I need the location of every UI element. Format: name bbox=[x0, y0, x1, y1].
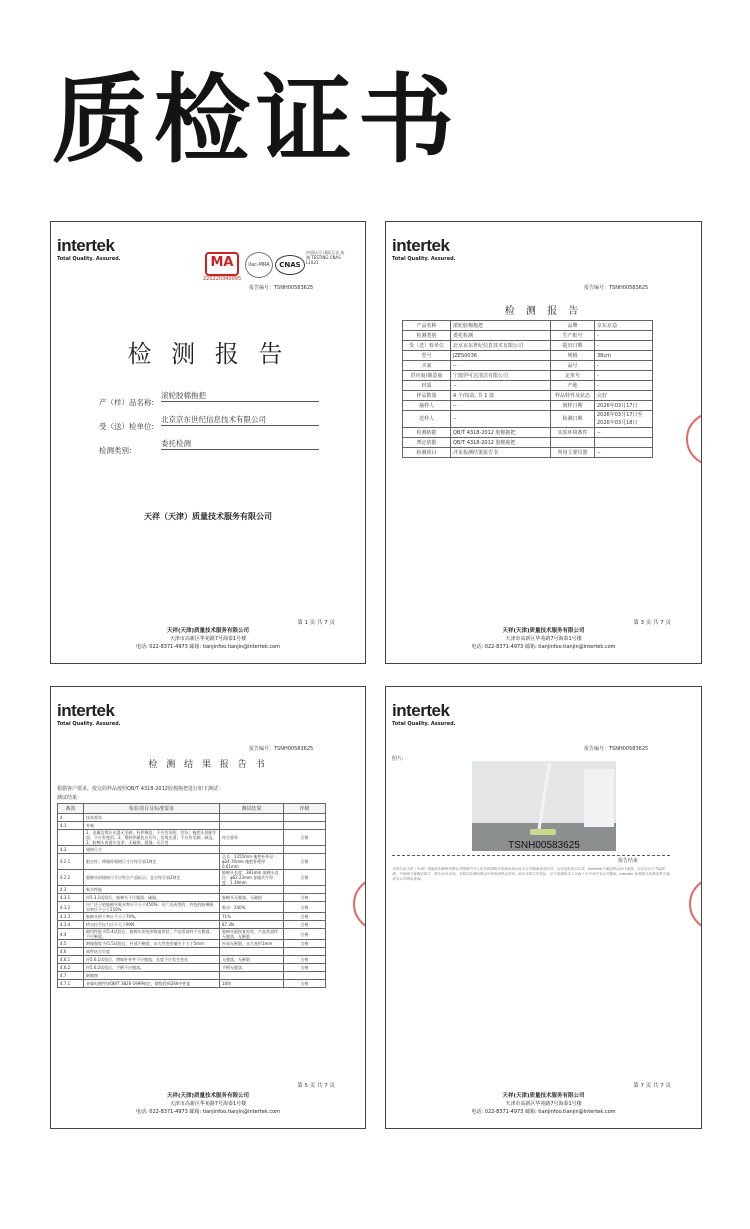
intro-text: 根据客户要求，按交的样品按照QB/T 4318-2012胶棉拖把进行如下测试： bbox=[57, 786, 223, 792]
footer-address: 天津市高新区华苑路7号海泰1号楼 bbox=[505, 636, 582, 642]
table-row bbox=[58, 956, 326, 964]
table-label-cell: 判定依据 bbox=[403, 438, 451, 448]
table-row bbox=[58, 902, 326, 913]
page-number: 第 3 页 共 7 页 bbox=[633, 620, 671, 626]
requirement-cell: 经5.6.2试验后，手柄不应脱落。 bbox=[84, 964, 220, 972]
result-cell: 胶棉头能恢复原状，产品零部件无脱落、无断裂 bbox=[220, 929, 284, 940]
table-row bbox=[58, 822, 326, 830]
table-label-cell: 检测日期 bbox=[551, 411, 595, 428]
table-value-cell: 北京京东世纪信息技术有限公司 bbox=[451, 341, 551, 351]
clause-cell: 4.6.2 bbox=[58, 964, 84, 972]
table-row bbox=[403, 401, 653, 411]
requirement-cell: 技术要求 bbox=[84, 814, 220, 822]
report-heading: 检 测 结 果 报 告 书 bbox=[148, 760, 268, 770]
grade-cell: 合格 bbox=[284, 870, 326, 886]
grade-cell: 合格 bbox=[284, 980, 326, 988]
table-value-cell bbox=[595, 438, 653, 448]
table-row bbox=[403, 438, 653, 448]
requirement-cell: 规格尺寸 bbox=[84, 846, 220, 854]
grade-cell bbox=[284, 972, 326, 980]
table-label-cell: 样品特性及状态 bbox=[551, 391, 595, 401]
requirement-cell: 胶棉头挤干率应不小于70%。 bbox=[84, 913, 220, 921]
clause-cell: 4.6.1 bbox=[58, 956, 84, 964]
result-cell bbox=[220, 846, 284, 854]
end-mark bbox=[392, 855, 670, 856]
grade-cell bbox=[284, 822, 326, 830]
field-value: 滚轮胶棉拖把 bbox=[161, 390, 319, 402]
table-row bbox=[58, 886, 326, 894]
table-label-cell: 受（送）检单位 bbox=[403, 341, 451, 351]
table-label-cell: 检测类别 bbox=[403, 331, 451, 341]
clause-cell: 4.4 bbox=[58, 929, 84, 940]
footer bbox=[386, 1092, 701, 1116]
requirement-cell: 吸水性能 bbox=[84, 886, 220, 894]
table-label-cell: 抽样人 bbox=[403, 401, 451, 411]
table-label-cell: 品牌 bbox=[551, 321, 595, 331]
report-number: 报告编号：TSNH00583625 bbox=[249, 746, 314, 752]
field-label: 受（送）检单位: bbox=[99, 422, 155, 431]
footer-address: 天津市高新区华苑路7号海泰1号楼 bbox=[169, 1101, 247, 1107]
grade-cell: 合格 bbox=[284, 940, 326, 948]
table-row bbox=[403, 371, 653, 381]
grade-cell: 合格 bbox=[284, 929, 326, 940]
table-row bbox=[403, 381, 653, 391]
table-label-cell: 规格 bbox=[551, 351, 595, 361]
table-value-cell: -- bbox=[451, 381, 551, 391]
page-number: 第 5 页 共 7 页 bbox=[297, 1083, 335, 1089]
table-row bbox=[58, 940, 326, 948]
footer-company: 天祥(天津)质量技术服务有限公司 bbox=[502, 628, 585, 634]
requirement-cell: 金属电镀件按QB/T 3826-1999规定，缓级得到24h中性盐 bbox=[84, 980, 220, 988]
ma-mark: MA bbox=[205, 252, 239, 276]
requirement-cell: 外观 bbox=[84, 822, 220, 830]
clause-cell: 4.5 bbox=[58, 940, 84, 948]
requirement-cell: 1、金属边缘应光滑无毛刺，杆件顺直，不应有划伤、凹坑；拖把头装配牢固，不应有变形。2、塑料件颜色应均匀，边缘光滑，不应有毛刺、缺边。3、胶棉头表面应洁净，无破损、裂缝、无污迹 bbox=[84, 830, 220, 846]
result-cell bbox=[220, 822, 284, 830]
photo-page bbox=[385, 686, 702, 1129]
requirement-cell: 耐腐蚀 bbox=[84, 972, 220, 980]
table-label-cell: 型号 bbox=[403, 351, 451, 361]
disclaimer: 本报告由天祥（天津）质量技术服务有限公司按照中华人民共和国相关法律法规以及本公司服务条款出具。仅对送检样品负责，Intertek不保证样品的代表性。未经本公司书面批准，不得部分复制本报告，报告涂改无效。本报告检测结果仅对该批次样品有效。如对本报告有异议，应于收到报告之日起十五日内向本公司提出。Intertek 检测报告的真实性可通过本公司网站查询。 bbox=[392, 867, 670, 881]
result-cell: 总长：1355mm 拖把杆外径：φ24.70mm 拖把杆壁厚：0.61mm bbox=[220, 854, 284, 870]
result-cell: 吸水：240% bbox=[220, 902, 284, 913]
clause-cell: 4.6 bbox=[58, 948, 84, 956]
report-number: 报告编号：TSNH00583625 bbox=[584, 746, 649, 752]
table-value-cell: - bbox=[595, 381, 653, 391]
table-label-cell: 到样日期 bbox=[551, 401, 595, 411]
table-label-cell: 定单号 bbox=[551, 371, 595, 381]
result-cell: 杆部无断裂，永久变形1mm bbox=[220, 940, 284, 948]
grade-cell: 合格 bbox=[284, 854, 326, 870]
sample-info-table bbox=[402, 320, 653, 458]
table-value-cell: - bbox=[595, 341, 653, 351]
photo-label: 照片: bbox=[392, 756, 404, 762]
table-value-cell: QB/T 4318-2012 胶棉拖把 bbox=[451, 428, 551, 438]
table-row bbox=[58, 814, 326, 822]
footer-contact: 电话: 022-8371-4973 邮箱: tianjinfoo.tianjin@intertek.com bbox=[471, 1109, 616, 1115]
intertek-logo: intertek bbox=[392, 236, 450, 255]
table-row bbox=[58, 972, 326, 980]
clause-cell: 4.2.1 bbox=[58, 854, 84, 870]
result-cell: 无脱落，无断裂 bbox=[220, 956, 284, 964]
requirement-cell: 部件结合牢度 bbox=[84, 948, 220, 956]
footer-address: 天津市高新区华苑路7号海泰1号楼 bbox=[505, 1101, 582, 1107]
requirement-cell: 胶棉头的规格尺寸应符合产品标示，且应符合表2规定 bbox=[84, 870, 220, 886]
table-label-cell: 检测项目 bbox=[403, 448, 451, 458]
ilac-mra-mark: ilac-MRA bbox=[245, 252, 273, 278]
table-row bbox=[58, 964, 326, 972]
seal-stamp-edge bbox=[689, 877, 702, 931]
grade-cell: 合格 bbox=[284, 964, 326, 972]
table-label-cell: 材质 bbox=[403, 381, 451, 391]
requirement-cell: 应广泛于的胶棉头吸水率应不小于450%；应广泛成型的，有色的胶棉吸水率应不小于150% bbox=[84, 902, 220, 913]
grade-cell bbox=[284, 814, 326, 822]
clause-cell: 4.3.4 bbox=[58, 921, 84, 929]
footer-contact: 电话: 022-8371-4973 邮箱: tianjinfoo.tianjin@intertek.com bbox=[471, 644, 616, 650]
table-row bbox=[58, 921, 326, 929]
clause-cell: 4.3.3 bbox=[58, 913, 84, 921]
requirement-cell: 限定杆、伸缩杆规格尺寸应符合表1规定 bbox=[84, 854, 220, 870]
clause-cell: 4.7 bbox=[58, 972, 84, 980]
table-row bbox=[58, 894, 326, 902]
table-row bbox=[58, 913, 326, 921]
grade-cell: 合格 bbox=[284, 894, 326, 902]
table-label-cell: 提出日期 bbox=[551, 341, 595, 351]
table-label-cell bbox=[551, 438, 595, 448]
field-row bbox=[99, 438, 319, 455]
page-number: 第 1 页 共 7 页 bbox=[297, 620, 335, 626]
report-cover-page bbox=[50, 221, 366, 664]
clause-cell: 4.3 bbox=[58, 886, 84, 894]
table-label-cell: 买家 bbox=[403, 361, 451, 371]
report-number: 报告编号：TSNH00583625 bbox=[249, 285, 314, 291]
clause-cell: 4 bbox=[58, 814, 84, 822]
requirement-cell: 经5.3.1试验后，胶棉头不应脱落、破损。 bbox=[84, 894, 220, 902]
footer bbox=[51, 627, 365, 651]
page-number: 第 7 页 共 7 页 bbox=[633, 1083, 671, 1089]
table-row bbox=[403, 411, 653, 428]
result-cell bbox=[220, 814, 284, 822]
table-header-cell: 条款 bbox=[58, 804, 84, 814]
footer-company: 天祥(天津)质量技术服务有限公司 bbox=[166, 628, 250, 634]
footer-contact: 电话: 022-8371-4973 邮箱: tianjinfoo.tianjin@intertek.com bbox=[135, 644, 281, 650]
result-cell: 胶棉头无脱落、无破损 bbox=[220, 894, 284, 902]
intertek-tagline: Total Quality. Assured. bbox=[392, 256, 456, 262]
table-row bbox=[403, 428, 653, 438]
requirement-cell: 挤水拉手拉力应不大于90N bbox=[84, 921, 220, 929]
cnas-mark: CNAS bbox=[275, 255, 305, 275]
requirement-cell: 耐撞强度 经5.5试验后，杆部不断裂，永久性变形量应不大于5mm bbox=[84, 940, 220, 948]
table-header-cell: 评级 bbox=[284, 804, 326, 814]
results-table bbox=[57, 803, 326, 988]
mop-head bbox=[530, 829, 556, 835]
footer-contact: 电话: 022-8371-4973 邮箱: tianjinfoo.tianjin@intertek.com bbox=[135, 1109, 281, 1115]
intro-text-2: 测试结果： bbox=[57, 795, 83, 801]
table-row bbox=[403, 361, 653, 371]
field-label: 产（样）品名称: bbox=[99, 398, 155, 407]
grade-cell: 合格 bbox=[284, 921, 326, 929]
table-label-cell: 生产批号 bbox=[551, 331, 595, 341]
table-row bbox=[58, 929, 326, 940]
grade-cell: 合格 bbox=[284, 902, 326, 913]
clause-cell: 4.1 bbox=[58, 822, 84, 830]
report-end: 报告结束 bbox=[618, 858, 639, 864]
table-row bbox=[403, 321, 653, 331]
grade-cell: 合格 bbox=[284, 830, 326, 846]
table-label-cell: 实验环境条件 bbox=[551, 428, 595, 438]
grade-cell: 合格 bbox=[284, 913, 326, 921]
table-row bbox=[58, 980, 326, 988]
field-value: 委托检测 bbox=[161, 438, 319, 450]
table-row bbox=[58, 846, 326, 854]
table-value-cell: - bbox=[595, 331, 653, 341]
table-value-cell: -- bbox=[451, 411, 551, 428]
table-row bbox=[58, 870, 326, 886]
field-row bbox=[99, 414, 319, 431]
intertek-logo: intertek bbox=[392, 701, 450, 720]
table-row bbox=[58, 854, 326, 870]
field-value: 北京京东世纪信息技术有限公司 bbox=[161, 414, 319, 426]
table-value-cell: 38cm bbox=[595, 351, 653, 361]
clause-cell: 4.3.2 bbox=[58, 902, 84, 913]
table-row bbox=[403, 331, 653, 341]
clause-cell: 4.2.2 bbox=[58, 870, 84, 886]
cnas-note: 中国认可 国际互认 检测 TESTING CNAS L1021 bbox=[306, 250, 345, 265]
intertek-tagline: Total Quality. Assured. bbox=[392, 721, 456, 727]
result-cell: 10级 bbox=[220, 980, 284, 988]
table-label-cell: 样品数量 bbox=[403, 391, 451, 401]
result-cell: 71% bbox=[220, 913, 284, 921]
intertek-logo: intertek bbox=[57, 701, 115, 720]
report-summary-page bbox=[385, 221, 702, 664]
result-cell bbox=[220, 948, 284, 956]
table-row bbox=[58, 830, 326, 846]
table-row bbox=[58, 948, 326, 956]
photo-caption: TSNH00583625 bbox=[508, 840, 580, 851]
table-value-cell: 2026年03月17日至 2026年03月18日 bbox=[595, 411, 653, 428]
table-label-cell: 所用主要仪器 bbox=[551, 448, 595, 458]
table-value-cell: 委托检测 bbox=[451, 331, 551, 341]
table-value-cell: -- bbox=[451, 401, 551, 411]
field-row bbox=[99, 390, 319, 407]
table-value-cell: - bbox=[595, 371, 653, 381]
result-cell: 手柄无脱落 bbox=[220, 964, 284, 972]
intertek-tagline: Total Quality. Assured. bbox=[57, 721, 121, 727]
table-value-cell: -- bbox=[451, 361, 551, 371]
footer-address: 天津市高新区华苑路7号海泰1号楼 bbox=[169, 636, 247, 642]
table-value-cell: 详见检测结果报告书 bbox=[451, 448, 551, 458]
table-label-cell: 供应商/制造商 bbox=[403, 371, 451, 381]
grade-cell bbox=[284, 886, 326, 894]
result-cell bbox=[220, 972, 284, 980]
test-results-page bbox=[50, 686, 366, 1129]
table-value-cell: -- bbox=[595, 448, 653, 458]
table-value-cell: 完好 bbox=[595, 391, 653, 401]
table-value-cell: - bbox=[595, 361, 653, 371]
footer-company: 天祥(天津)质量技术服务有限公司 bbox=[502, 1093, 585, 1099]
page-title: 质检证书 bbox=[52, 64, 460, 176]
clause-cell: 4.2 bbox=[58, 846, 84, 854]
seal-stamp-edge bbox=[686, 412, 702, 466]
table-label-cell: 产品名称 bbox=[403, 321, 451, 331]
footer bbox=[51, 1092, 365, 1116]
table-label-cell: 送样人 bbox=[403, 411, 451, 428]
seal-stamp-edge bbox=[353, 877, 366, 931]
table-row bbox=[403, 448, 653, 458]
requirement-cell: 经5.6.1试验后，增缩杆杆件不应脱落，长度不应发生变化 bbox=[84, 956, 220, 964]
table-value-cell: 4 个/每款, 共 1 款 bbox=[451, 391, 551, 401]
table-value-cell: 京东京造 bbox=[595, 321, 653, 331]
result-cell bbox=[220, 886, 284, 894]
table-label-cell: 检测依据 bbox=[403, 428, 451, 438]
grade-cell bbox=[284, 846, 326, 854]
result-cell: 87.3N bbox=[220, 921, 284, 929]
table-value-cell: JZES0036 bbox=[451, 351, 551, 361]
table-label-cell: 品号 bbox=[551, 361, 595, 371]
intertek-tagline: Total Quality. Assured. bbox=[57, 256, 121, 262]
field-label: 检测类别: bbox=[99, 446, 132, 455]
table-value-cell: 宁波伊可达清洁有限公司 bbox=[451, 371, 551, 381]
report-heading: 检 测 报 告 bbox=[127, 340, 289, 368]
table-row bbox=[403, 391, 653, 401]
clause-cell: 4.3.1 bbox=[58, 894, 84, 902]
grade-cell: 合格 bbox=[284, 956, 326, 964]
table-row bbox=[403, 341, 653, 351]
table-value-cell: -- bbox=[595, 428, 653, 438]
report-heading: 检 测 报 告 bbox=[504, 306, 583, 317]
report-number: 报告编号：TSNH00583625 bbox=[584, 285, 649, 291]
product-photo bbox=[472, 761, 616, 851]
clause-cell: 4.7.1 bbox=[58, 980, 84, 988]
intertek-logo: intertek bbox=[57, 236, 115, 255]
table-value-cell: QB/T 4318-2012 胶棉拖把 bbox=[451, 438, 551, 448]
footer bbox=[386, 627, 701, 651]
table-header-cell: 测试结果 bbox=[220, 804, 284, 814]
result-cell: 胶棉头长度：381mm 胶棉头直径：φ62.23mm 金属夹片厚度：1.19mm bbox=[220, 870, 284, 886]
clause-cell bbox=[58, 830, 84, 846]
table-row bbox=[403, 351, 653, 361]
requirement-cell: 耐用性能 经5.4试验后，胶棉头的变形恢复形状，产品零部件不应脱落，不应断裂。 bbox=[84, 929, 220, 940]
table-value-cell: 滚轮胶棉拖把 bbox=[451, 321, 551, 331]
table-header-cell: 检验项目及标准要求 bbox=[84, 804, 220, 814]
footer-company: 天祥(天津)质量技术服务有限公司 bbox=[166, 1093, 250, 1099]
grade-cell bbox=[284, 948, 326, 956]
table-value-cell: 2026年03月17日 bbox=[595, 401, 653, 411]
table-label-cell: 产地 bbox=[551, 381, 595, 391]
ma-cert-number: 220220340095 bbox=[203, 276, 242, 282]
result-cell: 符合要求 bbox=[220, 830, 284, 846]
issuer-name: 天祥（天津）质量技术服务有限公司 bbox=[144, 512, 272, 521]
